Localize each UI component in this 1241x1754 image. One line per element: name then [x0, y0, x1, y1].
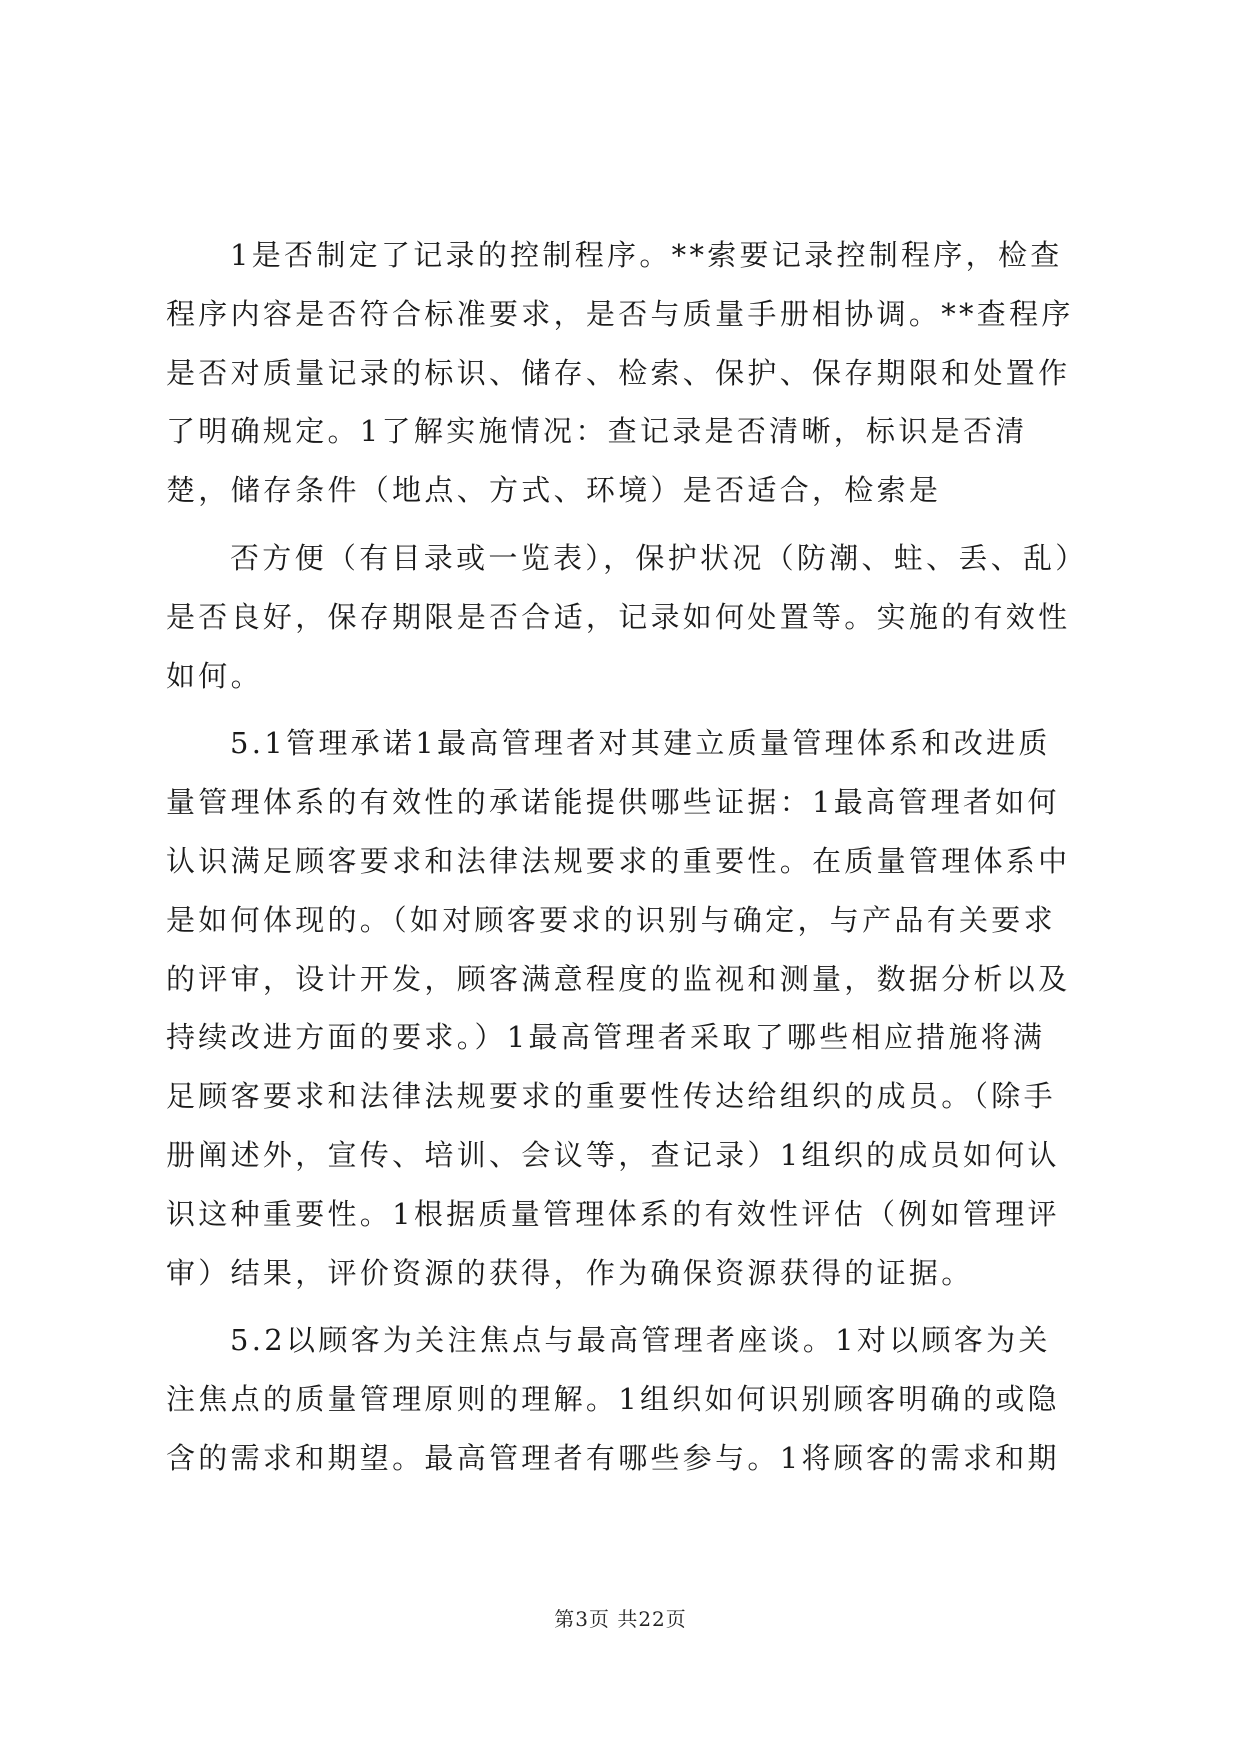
- document-body: [166, 226, 1076, 1497]
- page-number-footer: 第3页 共22页: [554, 1607, 687, 1631]
- paragraph-management-commitment: 5.1管理承诺1最高管理者对其建立质量管理体系和改进质量管理体系的有效性的承诺能提供哪些证据：1最高管理者如何认识满足顾客要求和法律法规要求的重要性。在质量管理体系中是如何体现的。（如对顾客要求的识别与确定，与产品有关要求的评审，设计开发，顾客满意程度的监视和测量，数据分析以及持续改进方面的要求。）1最高管理者采取了哪些相应措施将满足顾客要求和法律法规要求的重要性传达给组织的成员。（除手册阐述外，宣传、培训、会议等，查记录）1组织的成员如何认识这种重要性。1根据质量管理体系的有效性评估（例如管理评审）结果，评价资源的获得，作为确保资源获得的证据。: [166, 726, 1071, 1290]
- paragraph-customer-focus: 5.2以顾客为关注焦点与最高管理者座谈。1对以顾客为关注焦点的质量管理原则的理解。1组织如何识别顾客明确的或隐含的需求和期望。最高管理者有哪些参与。1将顾客的需求和期: [166, 1323, 1060, 1475]
- paragraph-records-continuation: 否方便（有目录或一览表），保护状况（防潮、蛀、丢、乱）是否良好，保存期限是否合适，记录如何处置等。实施的有效性如何。: [166, 540, 1074, 693]
- paragraph-records-control: 1是否制定了记录的控制程序。**索要记录控制程序，检查程序内容是否符合标准要求，是否与质量手册相协调。**查程序是否对质量记录的标识、储存、检索、保护、保存期限和处置作了明确规定。1了解实施情况：查记录是否清晰，标识是否清楚，储存条件（地点、方式、环境）是否适合，检索是: [166, 238, 1074, 508]
